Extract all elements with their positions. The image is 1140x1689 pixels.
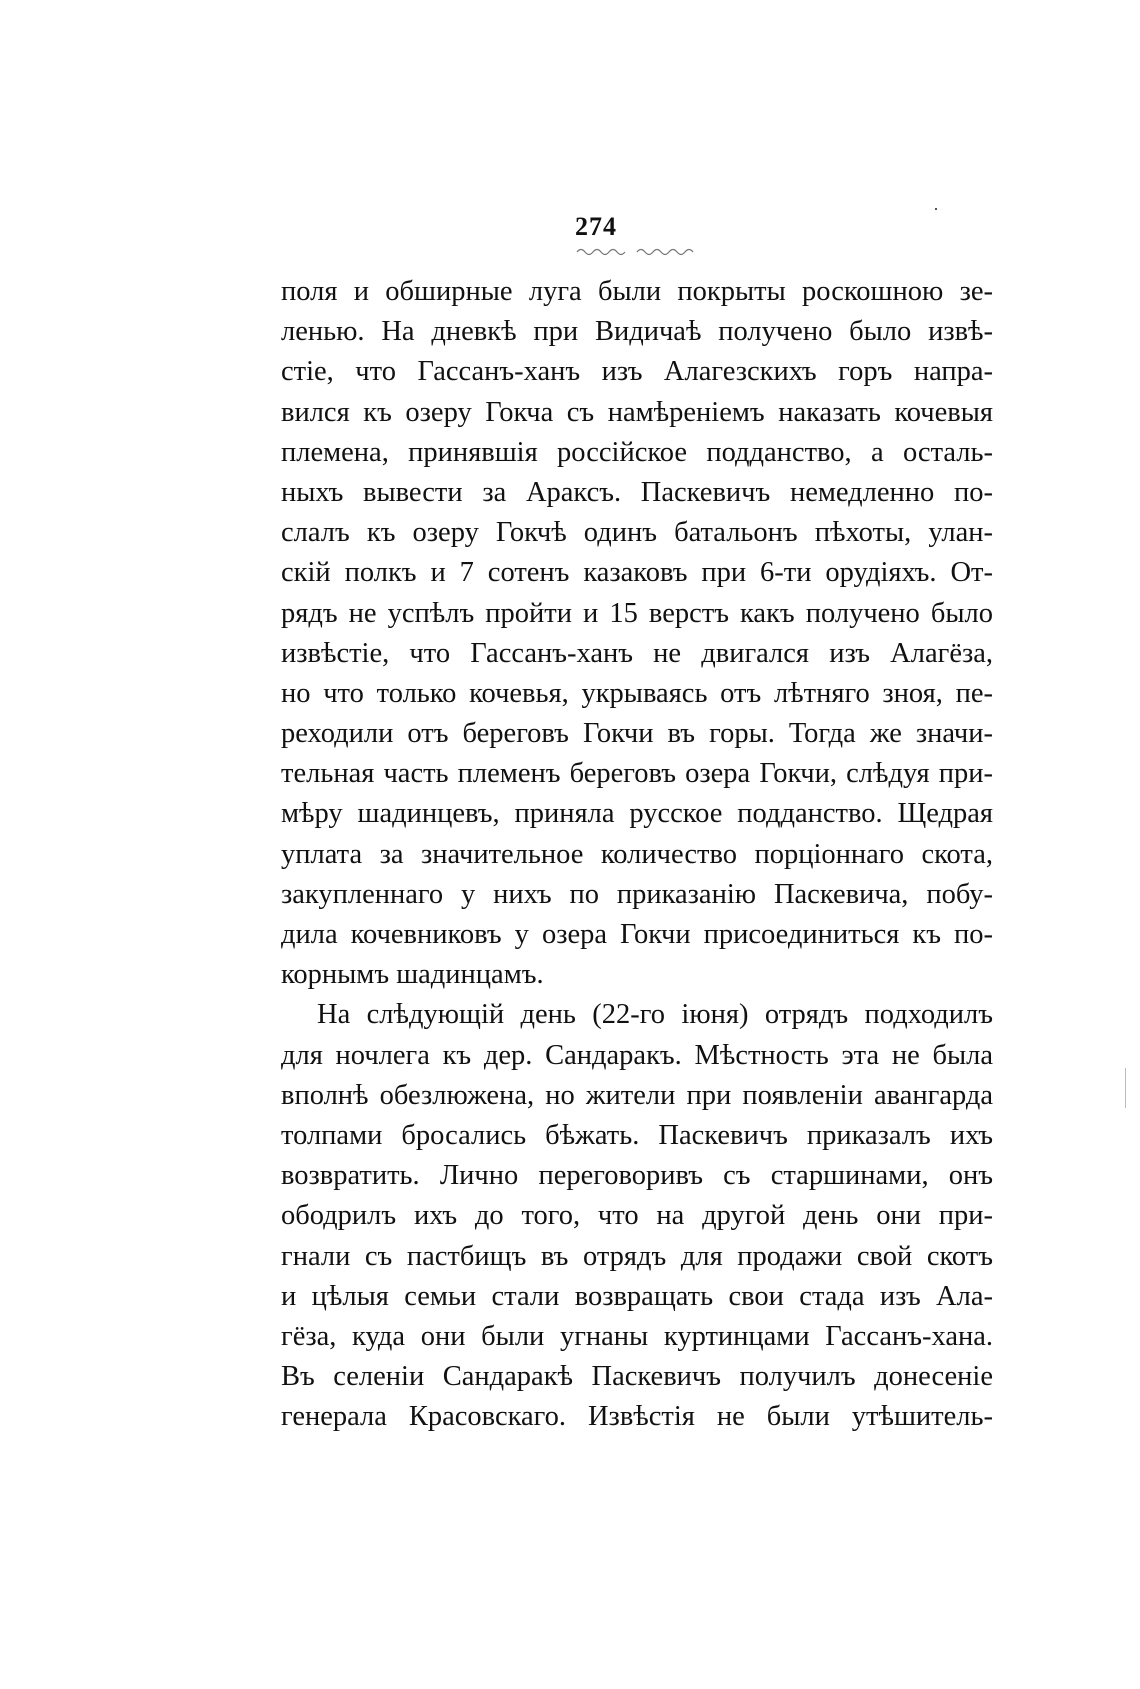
text-line: На слѣдующій день (22-го іюня) отрядъ подходилъ	[317, 999, 993, 1031]
page-number: 274	[575, 212, 617, 241]
text-line: слалъ къ озеру Гокчѣ одинъ батальонъ пѣхоты, улан-	[281, 517, 993, 549]
text-line: гнали съ пастбищъ въ отрядъ для продажи свой скотъ	[281, 1240, 993, 1272]
text-line: корнымъ шадинцамъ.	[281, 959, 544, 991]
text-line: вился къ озеру Гокча съ намѣреніемъ наказать кочевыя	[281, 396, 993, 428]
text-line: реходили отъ береговъ Гокчи въ горы. Тогда же значи-	[281, 718, 993, 750]
text-line: скій полкъ и 7 сотенъ казаковъ при 6-ти орудіяхъ. От-	[281, 557, 993, 589]
text-line: поля и обширные луга были покрыты роскошною зе-	[281, 276, 993, 307]
text-line: тельная часть племенъ береговъ озера Гокчи, слѣдуя при-	[281, 758, 993, 790]
text-line: дила кочевниковъ у озера Гокчи присоединиться къ по-	[281, 919, 993, 950]
text-line: для ночлега къ дер. Сандаракъ. Мѣстность эта не была	[281, 1039, 993, 1071]
text-line: гёза, куда они были угнаны куртинцами Гассанъ-хана.	[281, 1320, 993, 1352]
text-line: извѣстіе, что Гассанъ-ханъ не двигался изъ Алагёза,	[281, 637, 993, 669]
body-text	[281, 272, 993, 1437]
text-line: Въ селеніи Сандаракѣ Паскевичъ получилъ донесеніе	[281, 1361, 993, 1393]
text-line: возвратить. Лично переговоривъ съ старшинами, онъ	[281, 1160, 993, 1192]
scan-edge-mark	[1125, 1068, 1126, 1108]
text-line: мѣру шадинцевъ, приняла русское подданство. Щедрая	[281, 798, 993, 830]
text-line: племена, принявшія россійское подданство, а осталь-	[281, 436, 993, 468]
text-line: стіе, что Гассанъ-ханъ изъ Алагезскихъ горъ напра-	[281, 356, 993, 388]
text-line: ленью. На дневкѣ при Видичаѣ получено было извѣ-	[281, 316, 993, 348]
text-line: и цѣлыя семьи стали возвращать свои стада изъ Ала-	[281, 1280, 993, 1312]
text-line: вполнѣ обезлюжена, но жители при появленіи авангарда	[281, 1079, 993, 1111]
text-line: закупленнаго у нихъ по приказанію Паскевича, побу-	[281, 878, 993, 910]
text-line: уплата за значительное количество порціоннаго скота,	[281, 838, 993, 870]
text-line: толпами бросались бѣжать. Паскевичъ приказалъ ихъ	[281, 1119, 993, 1151]
text-line: генерала Красовскаго. Извѣстія не были утѣшитель-	[281, 1401, 993, 1433]
text-line: ободрилъ ихъ до того, что на другой день они при-	[281, 1200, 993, 1232]
text-line: но что только кочевья, укрываясь отъ лѣтняго зноя, пе-	[281, 677, 993, 709]
wavy-ornament	[575, 246, 705, 258]
scan-speck	[935, 208, 937, 210]
text-line: ныхъ вывести за Араксъ. Паскевичъ немедленно по-	[281, 476, 993, 508]
text-line: рядъ не успѣлъ пройти и 15 верстъ какъ получено было	[281, 597, 993, 629]
